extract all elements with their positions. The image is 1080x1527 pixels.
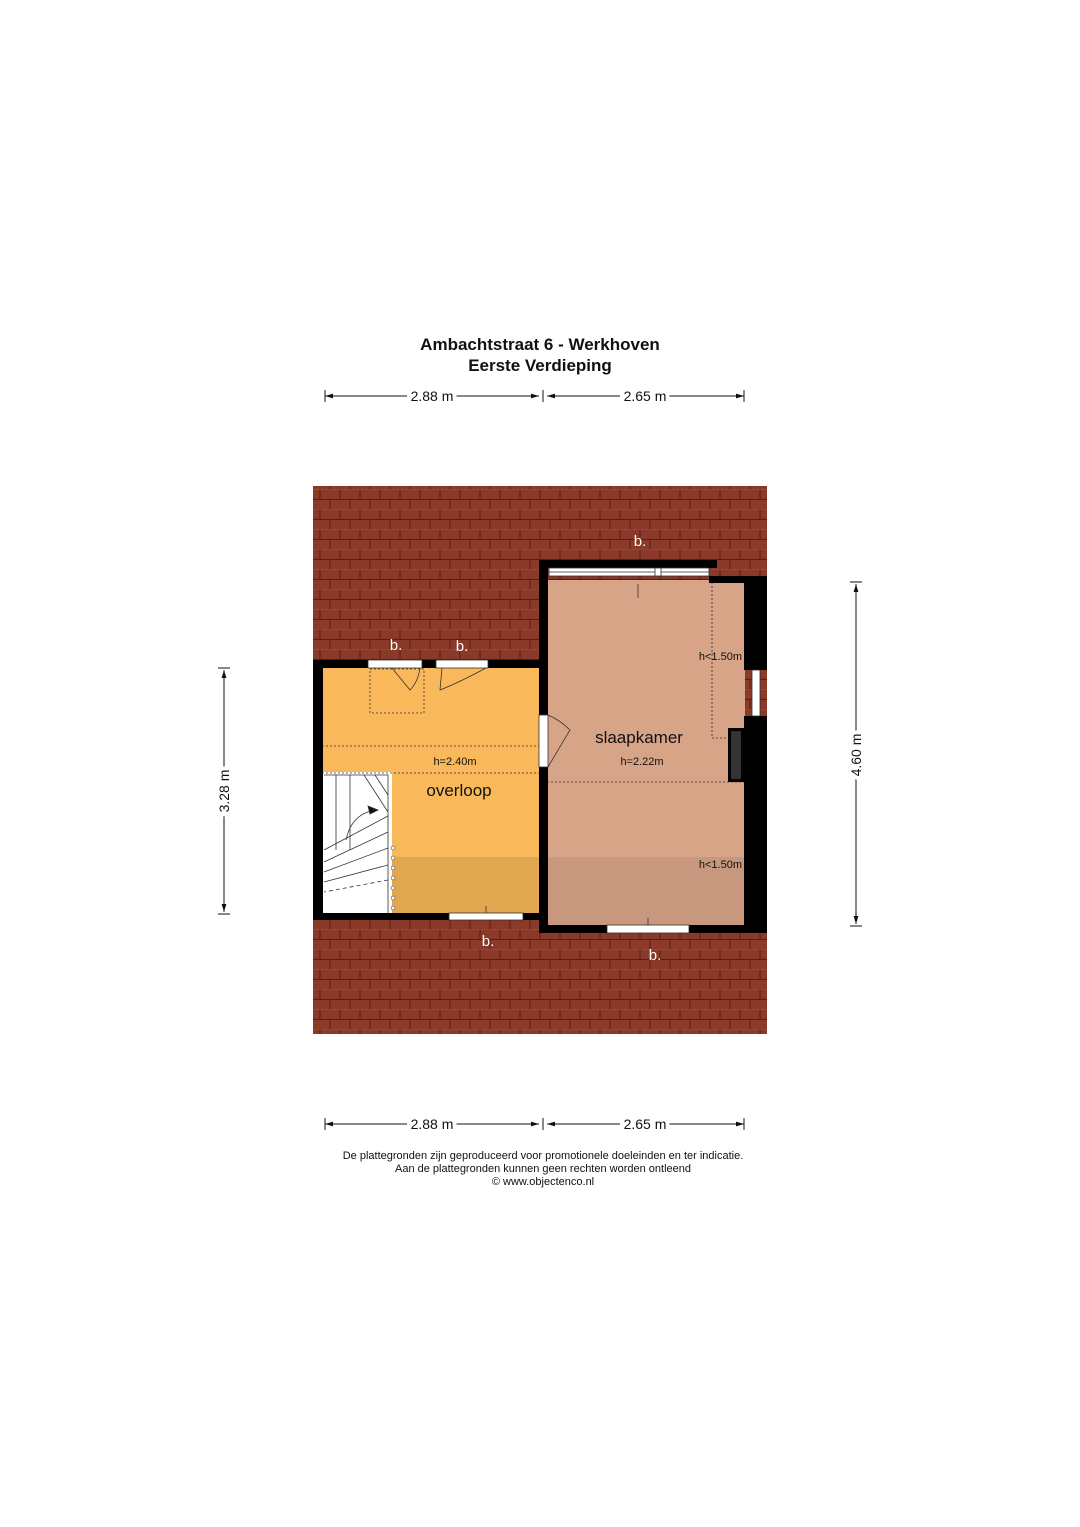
room-name-slaapkamer: slaapkamer: [595, 728, 683, 747]
disclaimer-line-2: Aan de plattegronden kunnen geen rechten worden ontleend: [394, 1163, 691, 1175]
window-mark-overloop-left: b.: [389, 637, 403, 654]
room-height-slaapkamer: h=2.22m: [620, 756, 664, 768]
plan-floor-name: Eerste Verdieping: [468, 356, 612, 375]
room-height-overloop: h=2.40m: [433, 756, 477, 768]
dim-bottom-left: 2.88 m: [410, 1116, 454, 1132]
low-ceiling-label-top: h<1.50m: [698, 651, 742, 663]
dim-left-height: 3.28 m: [216, 769, 232, 813]
staircase: [322, 772, 392, 914]
disclaimer-line-1: De plattegronden zijn geproduceerd voor promotionele doeleinden en ter indicatie.: [342, 1150, 744, 1162]
dim-bottom-right: 2.65 m: [623, 1116, 667, 1132]
window-mark-overloop-right: b.: [455, 638, 469, 655]
window-mark-top: b.: [633, 533, 647, 550]
plan-address: Ambachtstraat 6 - Werkhoven: [420, 335, 660, 354]
room-name-overloop: overloop: [426, 781, 492, 800]
chimney-shaft: [731, 731, 741, 779]
dimension-top: [325, 390, 744, 402]
copyright-line: © www.objectenco.nl: [491, 1176, 595, 1188]
low-ceiling-label-bottom: h<1.50m: [698, 859, 742, 871]
dim-right-height: 4.60 m: [848, 733, 864, 777]
dimension-bottom: [325, 1118, 744, 1130]
overloop-low-band: [392, 857, 541, 914]
window-mark-bottom-left: b.: [481, 933, 495, 950]
window-mark-bottom-right: b.: [648, 947, 662, 964]
dim-top-right: 2.65 m: [623, 388, 667, 404]
dim-top-left: 2.88 m: [410, 388, 454, 404]
